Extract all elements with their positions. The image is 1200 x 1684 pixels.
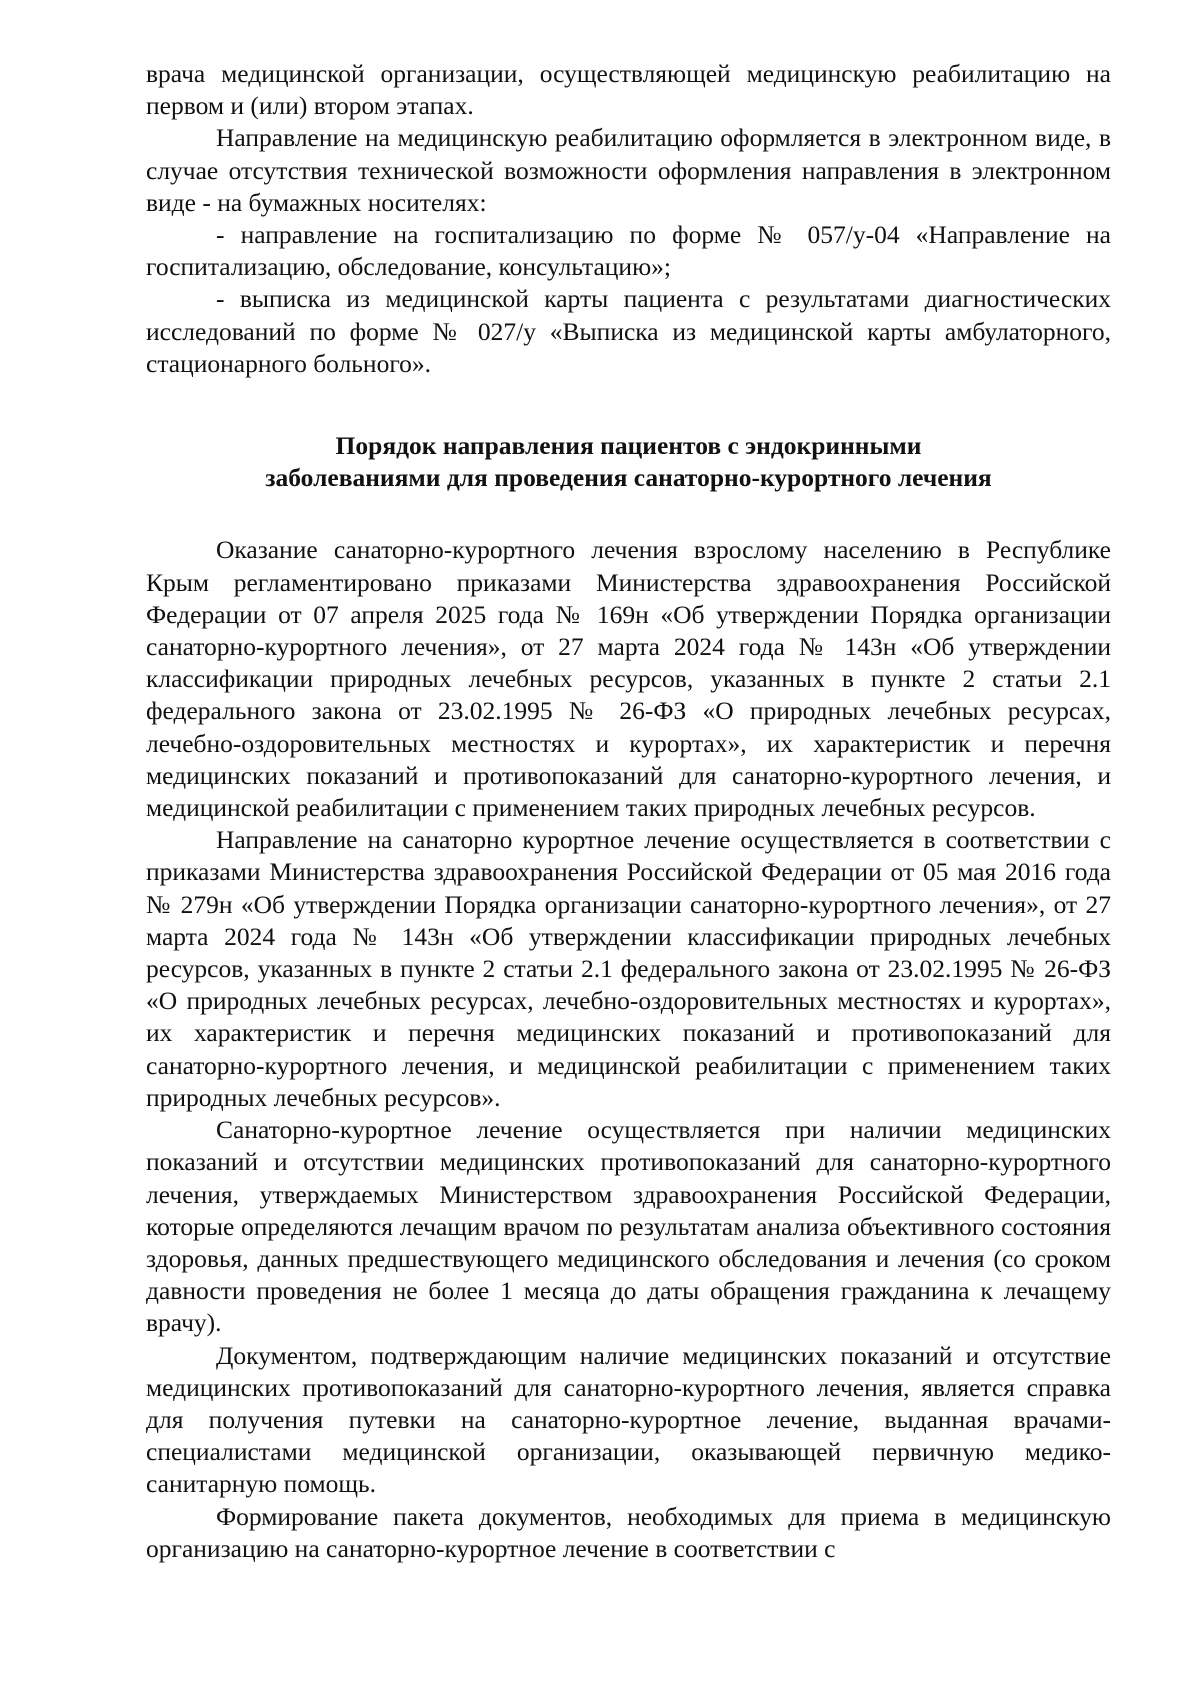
section-paragraph-indications: Санаторно-курортное лечение осуществляется при наличии медицинских показаний и отсутствии медицинских противопоказаний для санаторно-курортного лечения, утверждаемых Министерством здравоохранения Российской Федерации, которые определяются лечащим врачом по результатам анализа объективного состояния здоровья, данных предшествующего медицинского обследования и лечения (со сроком давности проведения не более 1 месяца до даты обращения гражданина к лечащему врачу). [146, 1115, 1111, 1338]
section-heading-line-1: Порядок направления пациентов с эндокринными [335, 431, 922, 461]
section-paragraph-regulation: Оказание санаторно-курортного лечения взрослому населению в Республике Крым регламентировано приказами Министерства здравоохранения Российской Федерации от 07 апреля 2025 года № 169н «Об утверждении Порядка организации санаторно-курортного лечения», от 27 марта 2024 года № 143н «Об утверждении классификации природных лечебных ресурсов, указанных в пункте 2 статьи 2.1 федерального закона от 23.02.1995 № 26-ФЗ «О природных лечебных ресурсах, лечебно-оздоровительных местностях и курортах», их характеристик и перечня медицинских показаний и противопоказаний для санаторно-курортного лечения, и медицинской реабилитации с применением таких природных лечебных ресурсов. [146, 535, 1111, 823]
intro-paragraph-referral: Направление на медицинскую реабилитацию оформляется в электронном виде, в случае отсутствия технической возможности оформления направления в электронном виде - на бумажных носителях: [146, 123, 1111, 217]
intro-paragraph-continued: врача медицинской организации, осуществляющей медицинскую реабилитацию на первом и (или) втором этапах. [146, 59, 1111, 121]
list-item-form-027: - выписка из медицинской карты пациента с результатами диагностических исследований по форме № 027/у «Выписка из медицинской карты амбулаторного, стационарного больного». [146, 284, 1111, 378]
document-page [146, 58, 1111, 1565]
section-heading-line-2: заболеваниями для проведения санаторно-курортного лечения [265, 463, 992, 493]
section-paragraph-referral-orders: Направление на санаторно курортное лечение осуществляется в соответствии с приказами Министерства здравоохранения Российской Федерации от 05 мая 2016 года № 279н «Об утверждении Порядка организации санаторно-курортного лечения», от 27 марта 2024 года № 143н «Об утверждении классификации природных лечебных ресурсов, указанных в пункте 2 статьи 2.1 федерального закона от 23.02.1995 № 26-ФЗ «О природных лечебных ресурсах, лечебно-оздоровительных местностях и курортах», их характеристик и перечня медицинских показаний и противопоказаний для санаторно-курортного лечения, и медицинской реабилитации с применением таких природных лечебных ресурсов». [146, 825, 1111, 1112]
section-paragraph-certificate: Документом, подтверждающим наличие медицинских показаний и отсутствие медицинских противопоказаний для санаторно-курортного лечения, является справка для получения путевки на санаторно-курортное лечение, выданная врачами-специалистами медицинской организации, оказывающей первичную медико-санитарную помощь. [146, 1340, 1111, 1499]
list-item-form-057: - направление на госпитализацию по форме № 057/у-04 «Направление на госпитализацию, обследование, консультацию»; [146, 220, 1111, 282]
section-heading [146, 430, 1111, 494]
section-paragraph-documents-package: Формирование пакета документов, необходимых для приема в медицинскую организацию на санаторно-курортное лечение в соответствии с [146, 1501, 1111, 1563]
